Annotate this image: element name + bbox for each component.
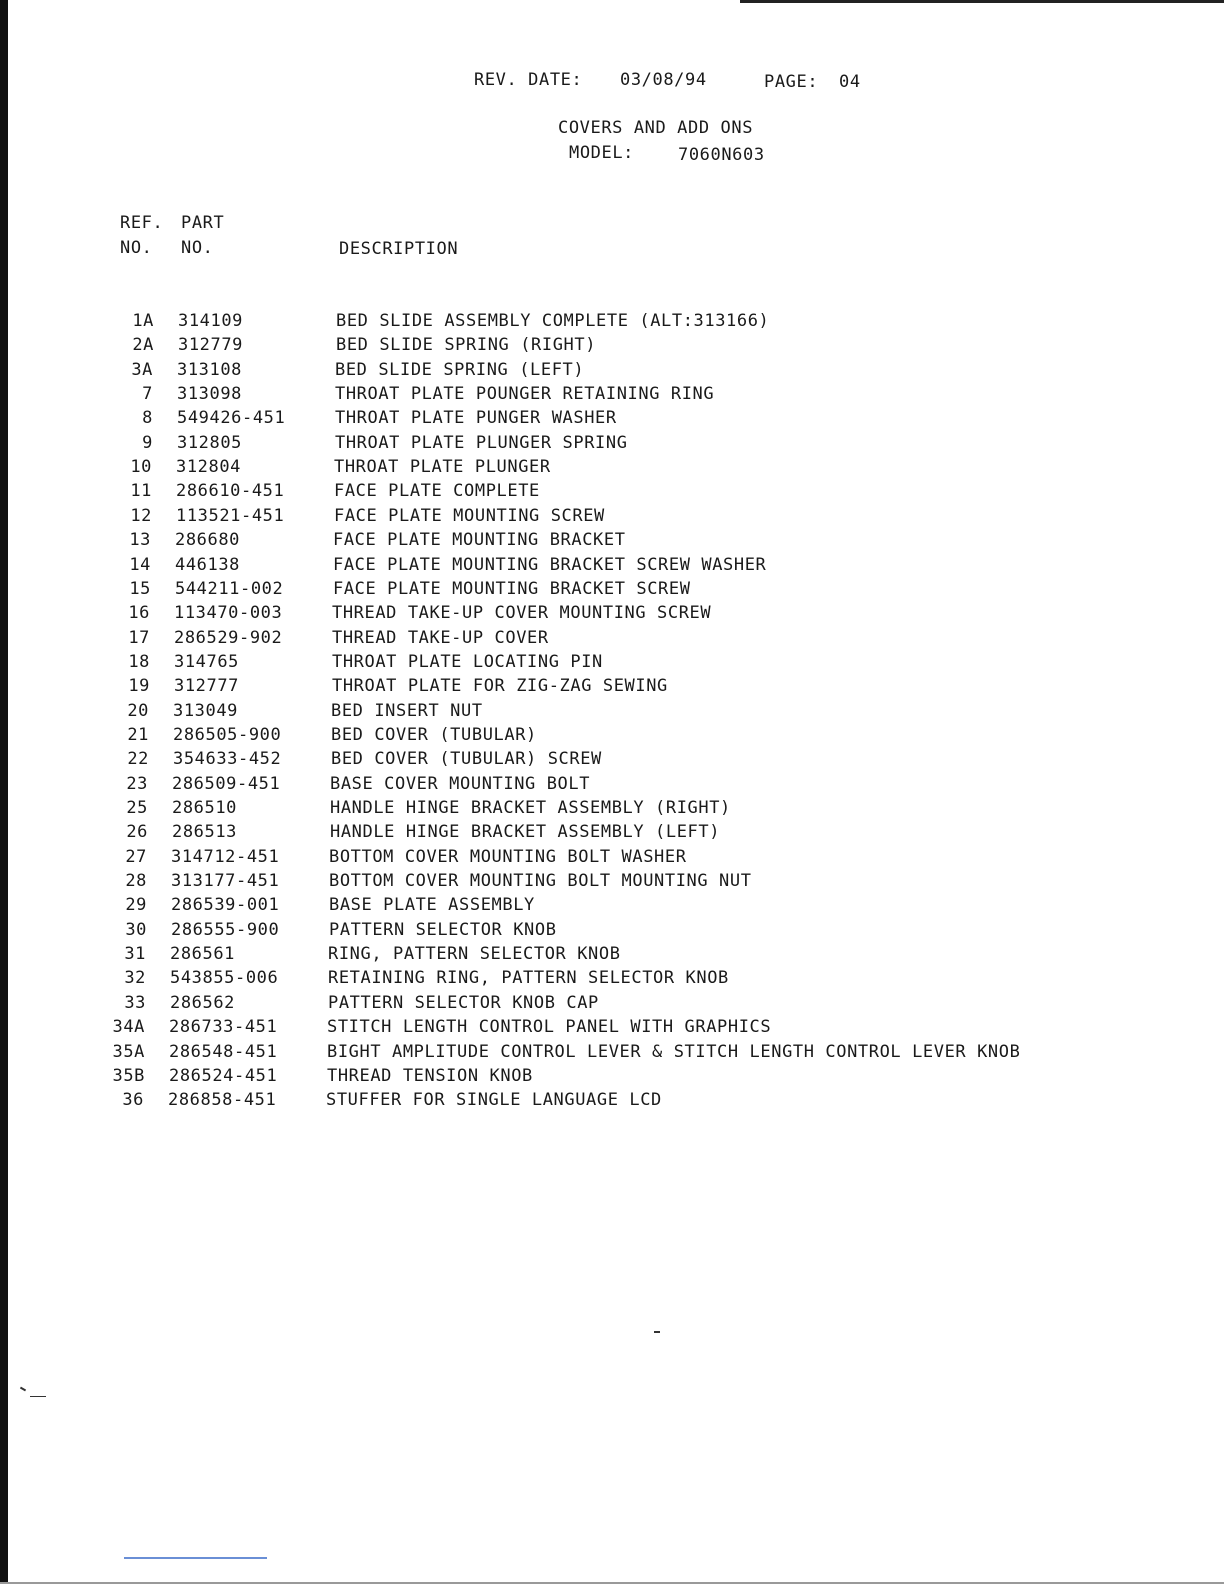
part-number: 313108	[177, 360, 243, 380]
part-description: BED INSERT NUT	[331, 701, 483, 721]
column-header-part-line1: PART	[181, 213, 225, 233]
table-row	[110, 968, 1110, 988]
part-description: PATTERN SELECTOR KNOB	[329, 920, 557, 940]
part-number: 312805	[177, 433, 243, 453]
part-number: 286561	[170, 944, 236, 964]
part-description: THROAT PLATE FOR ZIG-ZAG SEWING	[332, 676, 668, 696]
ref-number: 19	[128, 676, 150, 696]
table-row	[117, 408, 1117, 428]
part-description: FACE PLATE MOUNTING SCREW	[334, 506, 605, 526]
part-description: FACE PLATE MOUNTING BRACKET SCREW	[333, 579, 691, 599]
table-row	[116, 506, 1116, 526]
ref-number: 12	[130, 506, 152, 526]
part-description: HANDLE HINGE BRACKET ASSEMBLY (LEFT)	[330, 822, 721, 842]
table-row	[111, 847, 1111, 867]
table-row	[118, 311, 1118, 331]
table-row	[112, 774, 1112, 794]
part-description: BED COVER (TUBULAR)	[331, 725, 537, 745]
part-description: STUFFER FOR SINGLE LANGUAGE LCD	[326, 1090, 662, 1110]
ref-number: 28	[125, 871, 147, 891]
part-description: BOTTOM COVER MOUNTING BOLT WASHER	[329, 847, 687, 867]
ref-number: 36	[122, 1090, 144, 1110]
part-number: 286510	[172, 798, 238, 818]
column-header-part-line2: NO.	[181, 238, 214, 258]
page-label: PAGE:	[764, 72, 819, 92]
part-description: BED SLIDE SPRING (LEFT)	[335, 360, 585, 380]
part-number: 314712-451	[171, 847, 280, 867]
part-description: BASE COVER MOUNTING BOLT	[330, 774, 591, 794]
column-header-ref-line1: REF.	[120, 213, 164, 233]
model-label: MODEL:	[569, 143, 635, 163]
table-row	[115, 555, 1115, 575]
part-number: 286680	[175, 530, 241, 550]
ref-number: 31	[124, 944, 146, 964]
part-description: BED SLIDE ASSEMBLY COMPLETE (ALT:313166)	[336, 311, 770, 331]
ref-number: 3A	[131, 360, 153, 380]
ref-number: 35B	[112, 1066, 145, 1086]
scan-speck	[30, 1396, 46, 1397]
part-number: 312804	[176, 457, 242, 477]
part-number: 543855-006	[170, 968, 279, 988]
ref-number: 23	[126, 774, 148, 794]
table-row	[109, 1017, 1109, 1037]
table-row	[111, 871, 1111, 891]
part-description: THREAD TAKE-UP COVER	[332, 628, 549, 648]
table-row	[108, 1090, 1108, 1110]
table-row	[114, 603, 1114, 623]
rev-date-label: REV. DATE:	[474, 70, 583, 90]
part-description: BIGHT AMPLITUDE CONTROL LEVER & STITCH LENGTH CONTROL LEVER KNOB	[327, 1042, 1021, 1062]
table-row	[110, 993, 1110, 1013]
table-row	[109, 1066, 1109, 1086]
part-description: THROAT PLATE PLUNGER SPRING	[335, 433, 628, 453]
table-row	[118, 335, 1118, 355]
part-description: RETAINING RING, PATTERN SELECTOR KNOB	[328, 968, 729, 988]
scan-speck	[20, 1387, 26, 1392]
ref-number: 10	[130, 457, 152, 477]
ref-number: 20	[127, 701, 149, 721]
part-number: 286562	[170, 993, 236, 1013]
ref-number: 21	[127, 725, 149, 745]
part-description: RING, PATTERN SELECTOR KNOB	[328, 944, 621, 964]
table-row	[114, 676, 1114, 696]
ref-number: 9	[142, 433, 153, 453]
page-number: 04	[839, 72, 861, 92]
part-number: 286505-900	[173, 725, 282, 745]
part-description: THREAD TAKE-UP COVER MOUNTING SCREW	[332, 603, 712, 623]
ref-number: 32	[124, 968, 146, 988]
part-number: 312779	[178, 335, 244, 355]
part-description: HANDLE HINGE BRACKET ASSEMBLY (RIGHT)	[330, 798, 731, 818]
part-number: 314109	[178, 311, 244, 331]
ref-number: 34A	[112, 1017, 145, 1037]
ref-number: 8	[142, 408, 153, 428]
table-row	[115, 579, 1115, 599]
part-description: BOTTOM COVER MOUNTING BOLT MOUNTING NUT	[329, 871, 752, 891]
ref-number: 25	[126, 798, 148, 818]
table-row	[116, 481, 1116, 501]
part-number: 286555-900	[171, 920, 280, 940]
part-description: THROAT PLATE LOCATING PIN	[332, 652, 603, 672]
part-number: 354633-452	[173, 749, 282, 769]
ref-number: 26	[126, 822, 148, 842]
part-number: 286509-451	[172, 774, 281, 794]
scan-border-left	[0, 0, 8, 1584]
table-row	[116, 457, 1116, 477]
part-number: 312777	[174, 676, 240, 696]
part-number: 286548-451	[169, 1042, 278, 1062]
part-number: 286610-451	[176, 481, 285, 501]
part-number: 549426-451	[177, 408, 286, 428]
ref-number: 13	[129, 530, 151, 550]
column-header-description: DESCRIPTION	[339, 239, 459, 259]
part-description: FACE PLATE COMPLETE	[334, 481, 540, 501]
part-number: 286733-451	[169, 1017, 278, 1037]
section-title: COVERS AND ADD ONS	[558, 118, 754, 138]
part-number: 313049	[173, 701, 239, 721]
part-number: 286524-451	[169, 1066, 278, 1086]
table-row	[117, 384, 1117, 404]
rev-date: 03/08/94	[620, 70, 707, 90]
ref-number: 35A	[112, 1042, 145, 1062]
table-row	[113, 749, 1113, 769]
table-row	[111, 920, 1111, 940]
part-description: FACE PLATE MOUNTING BRACKET	[333, 530, 626, 550]
part-description: BED COVER (TUBULAR) SCREW	[331, 749, 602, 769]
table-row	[117, 360, 1117, 380]
table-row	[111, 895, 1111, 915]
part-number: 113470-003	[174, 603, 283, 623]
part-description: THROAT PLATE PLUNGER	[334, 457, 551, 477]
part-number: 113521-451	[176, 506, 285, 526]
ref-number: 18	[128, 652, 150, 672]
ref-number: 29	[125, 895, 147, 915]
part-number: 314765	[174, 652, 240, 672]
part-number: 544211-002	[175, 579, 284, 599]
column-header-ref-line2: NO.	[120, 238, 153, 258]
part-number: 286513	[172, 822, 238, 842]
scan-speck	[654, 1331, 660, 1333]
table-row	[113, 701, 1113, 721]
part-number: 286539-001	[171, 895, 280, 915]
part-description: BASE PLATE ASSEMBLY	[329, 895, 535, 915]
table-row	[110, 944, 1110, 964]
part-description: PATTERN SELECTOR KNOB CAP	[328, 993, 599, 1013]
part-description: FACE PLATE MOUNTING BRACKET SCREW WASHER	[333, 555, 767, 575]
scan-border-top	[740, 0, 1224, 3]
part-description: BED SLIDE SPRING (RIGHT)	[336, 335, 597, 355]
table-row	[117, 433, 1117, 453]
table-row	[114, 652, 1114, 672]
ref-number: 17	[128, 628, 150, 648]
part-description: THREAD TENSION KNOB	[327, 1066, 533, 1086]
part-description: THROAT PLATE PUNGER WASHER	[335, 408, 617, 428]
scan-mark	[124, 1557, 267, 1559]
ref-number: 7	[142, 384, 153, 404]
part-description: STITCH LENGTH CONTROL PANEL WITH GRAPHICS	[327, 1017, 772, 1037]
part-number: 313098	[177, 384, 243, 404]
ref-number: 22	[127, 749, 149, 769]
part-number: 286858-451	[168, 1090, 277, 1110]
table-row	[115, 530, 1115, 550]
ref-number: 14	[129, 555, 151, 575]
table-row	[112, 798, 1112, 818]
part-description: THROAT PLATE POUNGER RETAINING RING	[335, 384, 715, 404]
table-row	[113, 725, 1113, 745]
ref-number: 11	[130, 481, 152, 501]
table-row	[109, 1042, 1109, 1062]
ref-number: 15	[129, 579, 151, 599]
ref-number: 16	[128, 603, 150, 623]
part-number: 286529-902	[174, 628, 283, 648]
ref-number: 27	[125, 847, 147, 867]
ref-number: 30	[125, 920, 147, 940]
table-row	[112, 822, 1112, 842]
part-number: 313177-451	[171, 871, 280, 891]
ref-number: 1A	[132, 311, 154, 331]
model-number: 7060N603	[678, 145, 765, 165]
ref-number: 33	[124, 993, 146, 1013]
table-row	[114, 628, 1114, 648]
ref-number: 2A	[132, 335, 154, 355]
part-number: 446138	[175, 555, 241, 575]
